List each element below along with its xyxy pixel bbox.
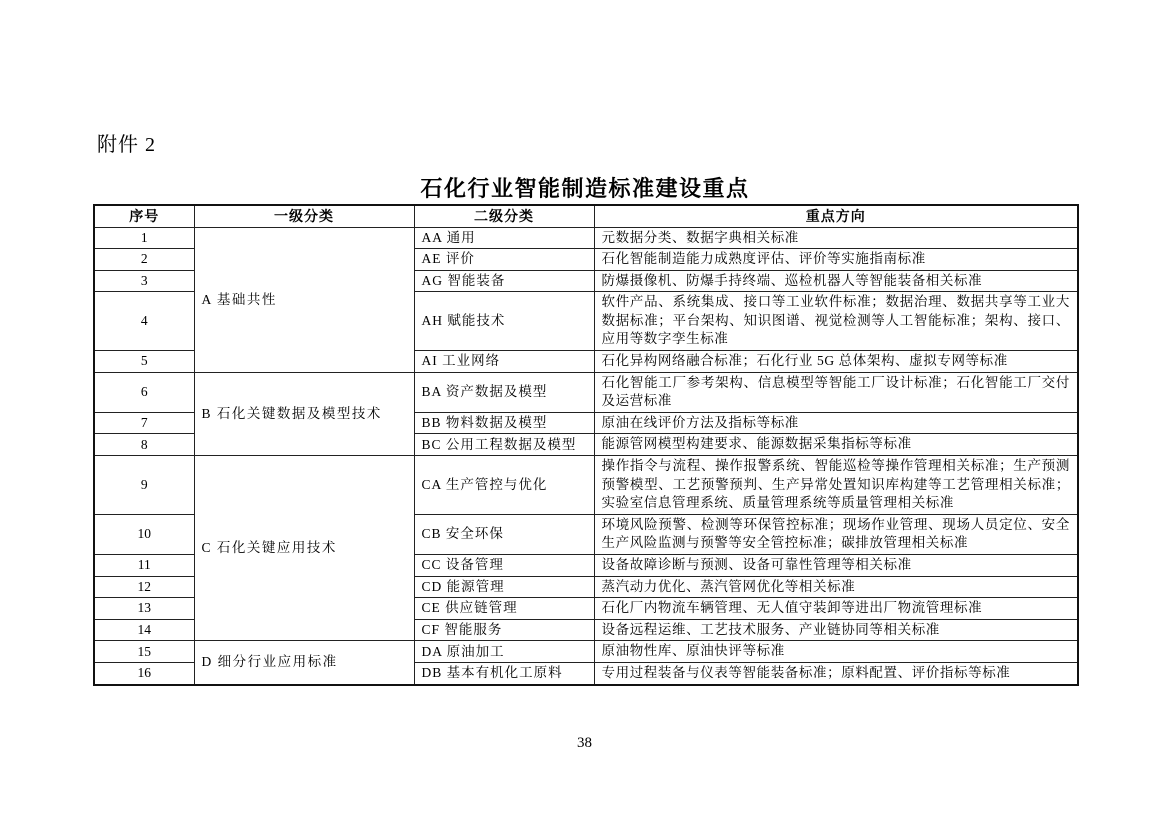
category-l2-cell: AG 智能装备 [414, 270, 594, 292]
document-title: 石化行业智能制造标准建设重点 [420, 176, 750, 201]
focus-cell: 专用过程装备与仪表等智能装备标准；原料配置、评价指标等标准 [594, 662, 1078, 684]
table-row [94, 456, 1078, 515]
category-l2-cell: BB 物料数据及模型 [414, 412, 594, 434]
row-number-cell: 10 [94, 514, 194, 554]
category-l2-cell: AA 通用 [414, 227, 594, 249]
standards-table [93, 204, 1079, 686]
category-l1-cell: D 细分行业应用标准 [194, 641, 414, 685]
focus-cell: 操作指令与流程、操作报警系统、智能巡检等操作管理相关标准；生产预测预警模型、工艺预警预判、生产异常处置知识库构建等工艺管理相关标准；实验室信息管理系统、质量管理系统等质量管理相关标准 [594, 456, 1078, 515]
focus-cell: 环境风险预警、检测等环保管控标准；现场作业管理、现场人员定位、安全生产风险监测与预警等安全管控标准；碳排放管理相关标准 [594, 514, 1078, 554]
focus-cell: 防爆摄像机、防爆手持终端、巡检机器人等智能装备相关标准 [594, 270, 1078, 292]
column-header-no: 序号 [94, 205, 194, 227]
category-l2-cell: AI 工业网络 [414, 351, 594, 373]
column-header-focus: 重点方向 [594, 205, 1078, 227]
row-number-cell: 11 [94, 555, 194, 577]
table-row [94, 641, 1078, 663]
category-l2-cell: AE 评价 [414, 249, 594, 271]
focus-cell: 原油在线评价方法及指标等标准 [594, 412, 1078, 434]
category-l2-cell: CC 设备管理 [414, 555, 594, 577]
category-l2-cell: CB 安全环保 [414, 514, 594, 554]
row-number-cell: 9 [94, 456, 194, 515]
focus-cell: 石化智能工厂参考架构、信息模型等智能工厂设计标准；石化智能工厂交付及运营标准 [594, 372, 1078, 412]
row-number-cell: 2 [94, 249, 194, 271]
row-number-cell: 15 [94, 641, 194, 663]
focus-cell: 软件产品、系统集成、接口等工业软件标准；数据治理、数据共享等工业大数据标准；平台架构、知识图谱、视觉检测等人工智能标准；架构、接口、应用等数字孪生标准 [594, 292, 1078, 351]
column-header-l1: 一级分类 [194, 205, 414, 227]
table-row [94, 372, 1078, 412]
row-number-cell: 8 [94, 434, 194, 456]
table-row [94, 227, 1078, 249]
row-number-cell: 7 [94, 412, 194, 434]
row-number-cell: 13 [94, 598, 194, 620]
row-number-cell: 6 [94, 372, 194, 412]
category-l2-cell: BA 资产数据及模型 [414, 372, 594, 412]
focus-cell: 石化异构网络融合标准；石化行业 5G 总体架构、虚拟专网等标准 [594, 351, 1078, 373]
category-l2-cell: BC 公用工程数据及模型 [414, 434, 594, 456]
focus-cell: 蒸汽动力优化、蒸汽管网优化等相关标准 [594, 576, 1078, 598]
row-number-cell: 14 [94, 619, 194, 641]
category-l1-cell: C 石化关键应用技术 [194, 456, 414, 641]
category-l2-cell: CF 智能服务 [414, 619, 594, 641]
focus-cell: 原油物性库、原油快评等标准 [594, 641, 1078, 663]
attachment-label: 附件 2 [97, 134, 156, 156]
focus-cell: 元数据分类、数据字典相关标准 [594, 227, 1078, 249]
row-number-cell: 3 [94, 270, 194, 292]
category-l1-cell: A 基础共性 [194, 227, 414, 372]
category-l2-cell: DB 基本有机化工原料 [414, 662, 594, 684]
row-number-cell: 5 [94, 351, 194, 373]
row-number-cell: 16 [94, 662, 194, 684]
category-l1-cell: B 石化关键数据及模型技术 [194, 372, 414, 455]
row-number-cell: 12 [94, 576, 194, 598]
focus-cell: 能源管网模型构建要求、能源数据采集指标等标准 [594, 434, 1078, 456]
row-number-cell: 1 [94, 227, 194, 249]
column-header-l2: 二级分类 [414, 205, 594, 227]
category-l2-cell: CE 供应链管理 [414, 598, 594, 620]
category-l2-cell: AH 赋能技术 [414, 292, 594, 351]
row-number-cell: 4 [94, 292, 194, 351]
focus-cell: 设备远程运维、工艺技术服务、产业链协同等相关标准 [594, 619, 1078, 641]
focus-cell: 石化厂内物流车辆管理、无人值守装卸等进出厂物流管理标准 [594, 598, 1078, 620]
focus-cell: 设备故障诊断与预测、设备可靠性管理等相关标准 [594, 555, 1078, 577]
header-row [94, 205, 1078, 227]
category-l2-cell: DA 原油加工 [414, 641, 594, 663]
page-number: 38 [577, 735, 592, 751]
category-l2-cell: CD 能源管理 [414, 576, 594, 598]
focus-cell: 石化智能制造能力成熟度评估、评价等实施指南标准 [594, 249, 1078, 271]
category-l2-cell: CA 生产管控与优化 [414, 456, 594, 515]
